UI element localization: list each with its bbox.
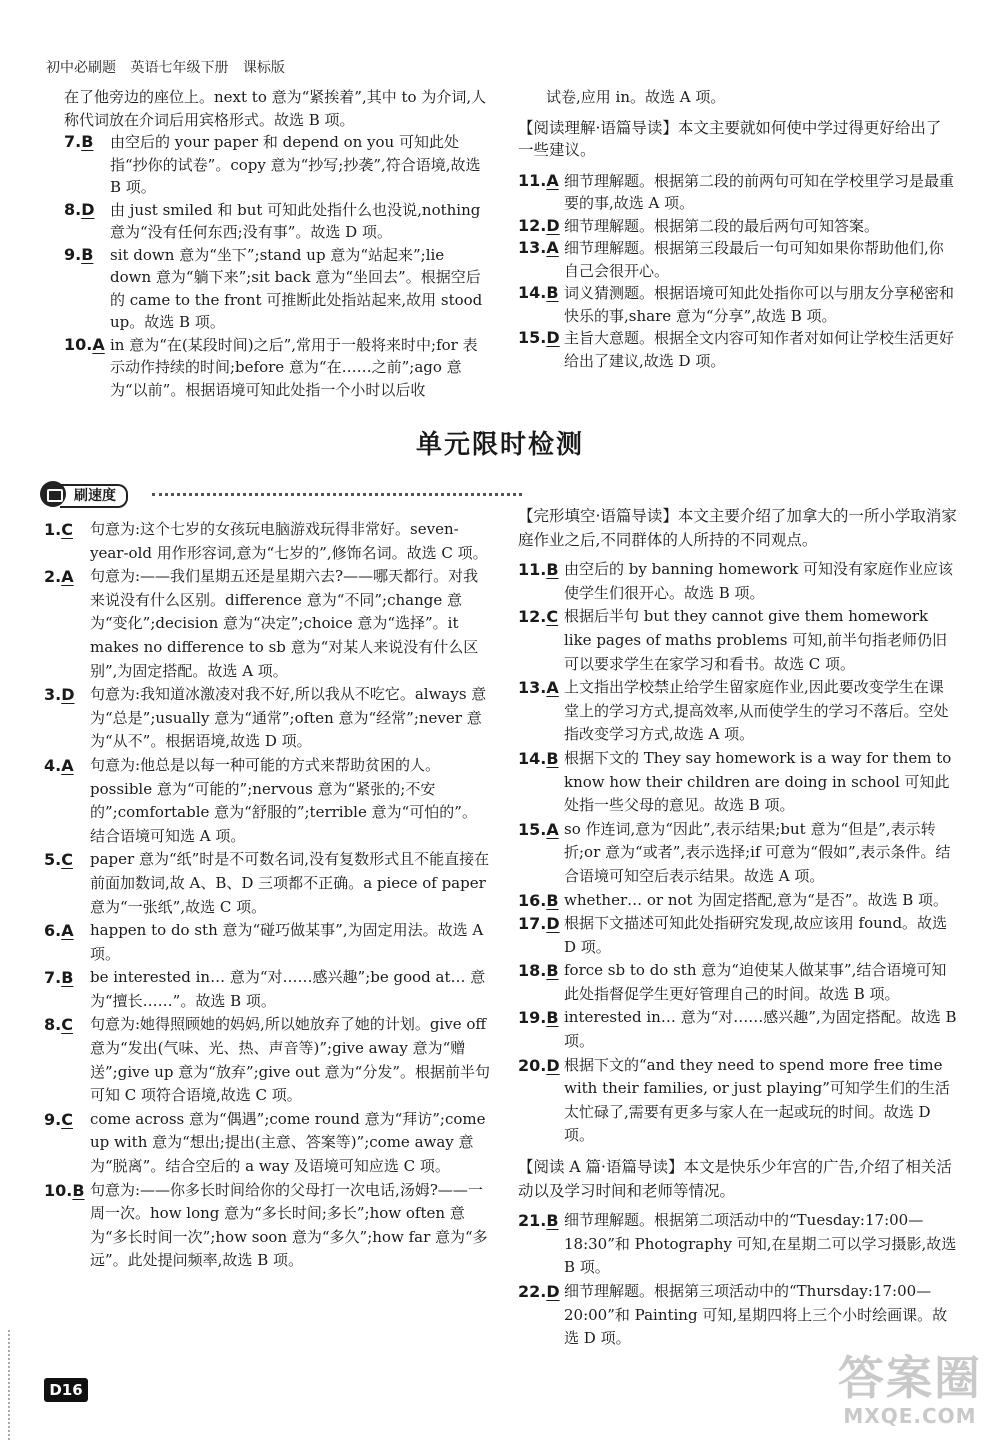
reading-a-guide: 【阅读 A 篇·语篇导读】本文是快乐少年宫的广告,介绍了相关活动以及学习时间和老师等情况。 [518, 1158, 952, 1200]
question-number: 7. [64, 132, 82, 151]
question-number: 13. [518, 678, 547, 698]
answer-item [44, 683, 490, 754]
answer-item [44, 518, 490, 565]
answer-letter: D [546, 1282, 560, 1301]
question-number: 9. [64, 244, 82, 264]
question-number: 13. [518, 238, 547, 257]
answer-item [518, 170, 956, 215]
answer-explanation: sit down 意为“坐下”;stand up 意为“站起来”;lie down 意为“躺下来”;sit back 意为“坐回去”。根据空后的 came to the front 可推断此处指站起来,故用 stood up。故选 B 项。 [110, 245, 483, 331]
answer-explanation: 句意为:我知道冰激凌对我不好,所以我从不吃它。always 意为“总是”;usually 意为“通常”;often 意为“经常”;never 意为“从不”。根据语境,故选 D 项。 [90, 685, 487, 751]
answer-item [518, 912, 958, 959]
answer-number [64, 131, 93, 154]
reading-guide: 【阅读理解·语篇导读】本文主要就如何使中学过得更好给出了一些建议。 [518, 118, 942, 159]
answer-explanation: so 作连词,意为“因此”,表示结果;but 意为“但是”,表示转折;or 意为“或者”,表示选择;if 可意为“假如”,表示条件。结合语境可知空后表示结果。故选 A 项。 [564, 819, 951, 885]
answer-explanation: 句意为:这个七岁的女孩玩电脑游戏玩得非常好。seven-year-old 用作形容词,意为“七岁的”,修饰名词。故选 C 项。 [90, 520, 488, 562]
answer-item [64, 334, 488, 402]
left-bottom-column [44, 518, 490, 1273]
answer-item [518, 282, 956, 327]
answer-letter: B [72, 1180, 85, 1200]
answer-number [518, 605, 558, 629]
answer-item [44, 919, 490, 966]
right-bottom-column [518, 505, 958, 1351]
question-number: 9. [44, 1109, 62, 1129]
answer-number [518, 215, 560, 238]
left-top-column [64, 86, 488, 401]
answer-letter: D [546, 1055, 560, 1075]
answer-number [518, 1209, 559, 1233]
answer-letter: B [546, 1211, 559, 1231]
answer-item [518, 676, 958, 747]
running-header [46, 57, 295, 77]
answer-item [518, 959, 958, 1006]
answer-letter: C [61, 1015, 73, 1035]
answer-explanation: 由空后的 your paper 和 depend on you 可知此处指“抄你的试卷”。copy 意为“抄写;抄袭”,符合语境,故选 B 项。 [110, 133, 481, 196]
answer-number [518, 1054, 560, 1078]
answer-item [44, 1013, 490, 1107]
answer-item [44, 1108, 490, 1179]
reading-a-answers [518, 1209, 958, 1351]
answer-explanation: 句意为:她得照顾她的妈妈,所以她放弃了她的计划。give off 意为“发出(气味、光、热、声音等)”;give away 意为“赠送”;give up 意为“放弃”;give out 意为“分发”。根据前半句可知 C 项符合语境,故选 C 项。 [90, 1015, 491, 1105]
answer-number [518, 282, 559, 305]
answer-letter: A [546, 170, 559, 190]
answer-explanation: come across 意为“偶遇”;come round 意为“拜访”;come up with 意为“想出;提出(主意、答案等)”;come away 意为“脱离”。结合空后的 a way 及语境可知应选 C 项。 [90, 1109, 486, 1176]
answer-letter: A [546, 238, 559, 257]
question-number: 3. [44, 685, 62, 705]
answer-number [44, 966, 73, 990]
question-number: 19. [518, 1008, 547, 1028]
section-title: 单元限时检测 [415, 430, 584, 460]
question-number: 7. [44, 968, 62, 988]
question-number: 4. [44, 755, 62, 775]
answer-explanation: happen to do sth 意为“碰巧做某事”,为固定用法。故选 A 项。 [90, 921, 484, 963]
watermark-logo [826, 1352, 994, 1436]
cloze-guide: 【完形填空·语篇导读】本文主要介绍了加拿大的一所小学取消家庭作业之后,不同群体的人所持的不同观点。 [518, 507, 957, 549]
answer-letter: C [61, 850, 73, 870]
answer-item [44, 1179, 490, 1273]
question-number: 15. [518, 328, 547, 347]
question-number: 21. [518, 1211, 547, 1231]
answer-explanation: 句意为:——我们星期五还是星期六去?——哪天都行。对我来说没有什么区别。difference 意为“不同”;change 意为“变化”;decision 意为“决定”;choice 意为“选择”。it makes no difference to sb 意为“对某人来说没有什么区别”,为固定搭配。故选 A 项。 [90, 567, 479, 680]
answer-number [518, 676, 559, 700]
question-number: 8. [64, 199, 82, 219]
answer-explanation: force sb to do sth 意为“迫使某人做某事”,结合语境可知此处指督促学生更好管理自己的时间。故选 B 项。 [564, 961, 947, 1003]
answer-number [518, 237, 559, 260]
answer-explanation: 主旨大意题。根据全文内容可知作者对如何让学校生活更好给出了建议,故选 D 项。 [564, 329, 955, 370]
answer-letter: D [81, 199, 95, 219]
answer-item [518, 1280, 958, 1351]
answer-number [44, 754, 74, 778]
page-number: D16 [44, 1378, 88, 1402]
answer-letter: A [61, 921, 74, 941]
answer-letter: C [61, 1109, 73, 1129]
answer-letter: B [546, 560, 559, 580]
answer-item [518, 558, 958, 605]
answer-item [44, 966, 490, 1013]
page-corner-dots [8, 1330, 38, 1440]
answer-number [518, 889, 559, 913]
answer-explanation: in 意为“在(某段时间)之后”,常用于一般将来时中;for 表示动作持续的时间;before 意为“在……之前”;ago 意为“以前”。根据语境可知此处指一个小时以后收 [110, 335, 478, 399]
answer-letter: D [61, 685, 75, 705]
answer-letter: C [546, 607, 559, 627]
answer-number [44, 1179, 85, 1203]
answer-item [64, 131, 488, 199]
answer-letter: B [546, 283, 559, 302]
answer-explanation: 句意为:——你多长时间给你的父母打一次电话,汤姆?——一周一次。how long 意为“多长时间;多长”;how often 意为“多长时间一次”;how soon 意为“多久”;how far 意为“多远”。此处提问频率,故选 B 项。 [90, 1180, 488, 1270]
reading-answers [518, 170, 956, 373]
answer-number [518, 558, 559, 582]
answer-item [518, 1209, 958, 1280]
answer-number [44, 1108, 73, 1132]
answer-number [64, 334, 105, 357]
answer-letter: C [61, 520, 73, 539]
continued-text: 试卷,应用 in。故选 A 项。 [546, 88, 726, 106]
answer-explanation: be interested in… 意为“对……感兴趣”;be good at… 意为“擅长……”。故选 B 项。 [90, 968, 486, 1010]
answer-item [44, 848, 490, 919]
watermark-url: MXQE.COM [843, 1404, 977, 1428]
answer-explanation: paper 意为“纸”时是不可数名词,没有复数形式且不能直接在前面加数词,故 A、B、D 三项都不正确。a piece of paper 意为“一张纸”,故选 C 项。 [90, 850, 490, 916]
answer-number [64, 244, 93, 267]
answer-letter: D [546, 328, 560, 347]
answer-number [518, 818, 559, 842]
edition-name: 课标版 [242, 60, 285, 76]
watermark-text: 答案圈 [838, 1351, 982, 1405]
answer-item [44, 565, 490, 683]
answer-letter: A [546, 678, 559, 698]
answer-letter: B [546, 1008, 559, 1028]
question-number: 12. [518, 607, 547, 627]
answer-item [518, 889, 958, 913]
answer-explanation: 句意为:他总是以每一种可能的方式来帮助贫困的人。possible 意为“可能的”;nervous 意为“紧张的;不安的”;comfortable 意为“舒服的”;terrible 意为“可怕的”。结合语境可知选 A 项。 [90, 755, 477, 845]
answer-letter: B [546, 748, 559, 768]
answer-number [44, 518, 73, 542]
answer-number [518, 912, 560, 936]
answer-item [518, 818, 958, 889]
answer-letter: B [546, 961, 559, 981]
answer-letter: A [92, 334, 105, 354]
question-number: 14. [518, 283, 547, 302]
answer-item [518, 747, 958, 818]
answer-letter: B [81, 244, 94, 264]
question-number: 1. [44, 520, 62, 539]
answer-explanation: 根据后半句 but they cannot give them homework like pages of maths problems 可知,前半句指老师仍旧可以要求学生在家学习和看书。故选 C 项。 [564, 607, 948, 673]
answer-number [518, 1006, 559, 1030]
answer-letter: D [546, 914, 560, 934]
answer-item [518, 1006, 958, 1053]
answer-explanation: 上文指出学校禁止给学生留家庭作业,因此要改变学生在课堂上的学习方式,提高效率,从而使学生的学习不落后。空处指改变学习方式,故选 A 项。 [564, 678, 949, 744]
answer-explanation: 根据下文描述可知此处指研究发现,故应该用 found。故选 D 项。 [564, 914, 948, 956]
answer-explanation: 根据下文的 They say homework is a way for them to know how their children are doing in school 可知此处指一些父母的意见。故选 B 项。 [564, 748, 952, 815]
answer-item [64, 244, 488, 334]
answer-number [64, 199, 95, 222]
answer-number [44, 565, 74, 589]
question-number: 18. [518, 961, 547, 981]
pencil-icon [40, 481, 66, 507]
answer-letter: B [61, 968, 74, 988]
question-number: 16. [518, 890, 547, 910]
answer-explanation: interested in… 意为“对……感兴趣”,为固定搭配。故选 B 项。 [564, 1008, 957, 1051]
answer-letter: D [546, 215, 560, 235]
answer-explanation: 细节理解题。根据第三段最后一句可知如果你帮助他们,你自己会很开心。 [564, 239, 944, 280]
answer-item [64, 199, 488, 244]
question-number: 14. [518, 748, 547, 768]
answer-number [518, 959, 559, 983]
answer-number [518, 747, 559, 771]
answer-number [518, 170, 559, 193]
answer-item [518, 605, 958, 676]
question-number: 12. [518, 215, 547, 235]
answer-number [518, 327, 560, 350]
answer-explanation: whether… or not 为固定搭配,意为“是否”。故选 B 项。 [564, 890, 949, 909]
answer-explanation: 由空后的 by banning homework 可知没有家庭作业应该使学生们很开心。故选 B 项。 [564, 560, 953, 602]
question-number: 17. [518, 914, 547, 934]
answer-explanation: 细节理解题。根据第二段的前两句可知在学校里学习是最重要的事,故选 A 项。 [564, 171, 955, 212]
question-number: 2. [44, 567, 62, 587]
answer-letter: A [61, 567, 74, 587]
answer-explanation: 细节理解题。根据第二段的最后两句可知答案。 [564, 216, 880, 235]
dotted-divider [152, 493, 522, 496]
answer-number [44, 919, 74, 943]
question-number: 8. [44, 1015, 62, 1035]
question-number: 10. [64, 334, 93, 354]
speed-label: 刷速度 [60, 484, 128, 508]
answer-letter: B [546, 890, 559, 910]
answer-number [518, 1280, 560, 1304]
speed-section-label [40, 481, 500, 507]
answer-explanation: 由 just smiled 和 but 可知此处指什么也没说,nothing 意为“没有任何东西;没有事”。故选 D 项。 [110, 200, 481, 241]
answer-letter: A [61, 755, 74, 775]
question-number: 11. [518, 170, 547, 190]
question-number: 11. [518, 560, 547, 580]
answer-number [44, 683, 75, 707]
answer-item [518, 237, 956, 282]
question-number: 22. [518, 1282, 547, 1301]
book-name: 英语七年级下册 [130, 60, 229, 76]
question-number: 15. [518, 819, 547, 839]
answer-explanation: 词义猜测题。根据语境可知此处指你可以与朋友分享秘密和快乐的事,share 意为“分享”,故选 B 项。 [564, 284, 955, 325]
answer-letter: A [546, 819, 559, 839]
question-number: 5. [44, 850, 62, 870]
answer-item [518, 215, 956, 238]
right-top-column [518, 86, 956, 372]
answer-number [44, 848, 73, 872]
continued-text: 在了他旁边的座位上。next to 意为“紧挨着”,其中 to 为介词,人称代词放在介词后用宾格形式。故选 B 项。 [64, 88, 487, 129]
question-number: 6. [44, 921, 62, 941]
answer-explanation: 细节理解题。根据第二项活动中的“Tuesday:17:00—18:30”和 Photography 可知,在星期二可以学习摄影,故选 B 项。 [564, 1211, 957, 1277]
answer-item [44, 754, 490, 848]
cloze-answers [518, 558, 958, 1148]
answer-explanation: 细节理解题。根据第三项活动中的“Thursday:17:00—20:00”和 Painting 可知,星期四将上三个小时绘画课。故选 D 项。 [564, 1282, 948, 1348]
answer-item [518, 1054, 958, 1148]
answer-item [518, 327, 956, 372]
answer-letter: B [81, 132, 94, 151]
question-number: 20. [518, 1055, 547, 1075]
question-number: 10. [44, 1180, 73, 1200]
series-name: 初中必刷题 [46, 60, 116, 76]
answer-explanation: 根据下文的“and they need to spend more free time with their families, or just playing”可知学生们的生活太忙碌了,需要有更多与家人在一起或玩的时间。故选 D 项。 [564, 1055, 950, 1145]
answer-number [44, 1013, 73, 1037]
